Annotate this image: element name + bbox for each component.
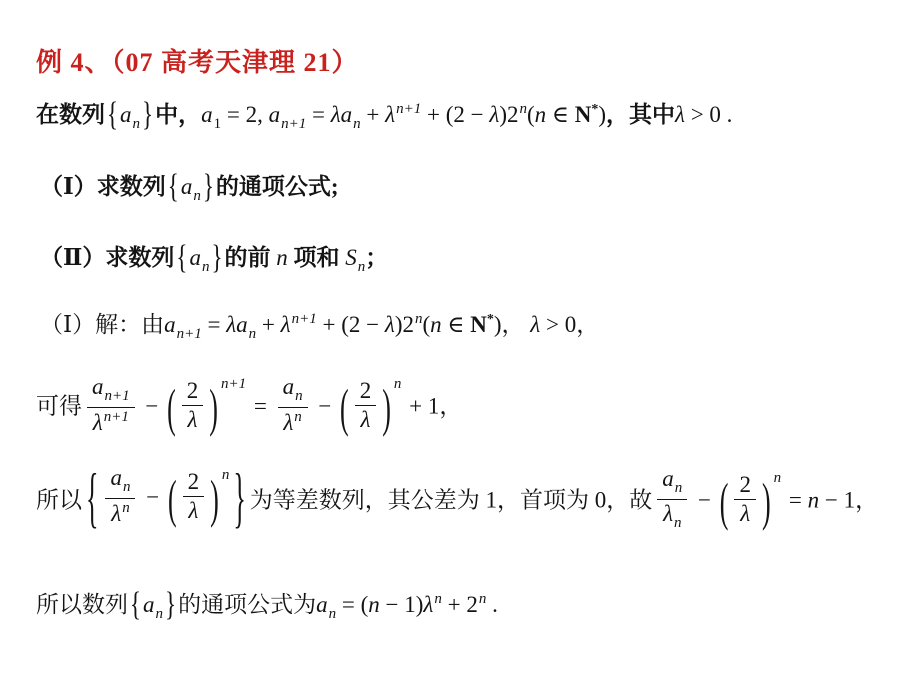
chinese-text: 为等差数列，其公差为 <box>249 487 486 513</box>
superscript: n <box>434 591 442 607</box>
math-variable: a <box>268 102 281 127</box>
paren-open-delimiter: ( <box>340 378 349 438</box>
math-operator: 2 <box>359 378 372 404</box>
math-variable: λ <box>385 102 396 127</box>
subscript: 1 <box>213 116 222 132</box>
math-variable: n <box>276 245 288 270</box>
math-operator: 0 <box>594 487 607 513</box>
chinese-text: ， <box>439 393 463 419</box>
math-variable: λ <box>280 312 291 337</box>
paren-group <box>719 469 782 532</box>
numerator <box>182 379 204 406</box>
fraction <box>105 466 135 526</box>
math-operator: − <box>692 487 717 513</box>
math-operator: > 0 . <box>684 102 733 127</box>
group-exponent: n <box>773 470 782 487</box>
math-operator: . <box>486 592 498 617</box>
numerator <box>355 379 377 406</box>
denominator <box>183 497 205 523</box>
brace-open-delimiter: { <box>86 461 99 536</box>
brace-group <box>84 461 248 536</box>
math-variable: λ <box>423 592 434 617</box>
group-content <box>350 378 382 435</box>
numerator <box>278 375 308 408</box>
subscript: n <box>353 116 361 132</box>
math-operator: > 0 <box>540 312 577 337</box>
chinese-text: 的通项公式为 <box>178 592 317 617</box>
solution-general-formula-line <box>36 586 498 625</box>
math-variable: a <box>180 174 193 199</box>
math-operator: − 1) <box>379 592 424 617</box>
paren-close-delimiter: ) <box>210 469 219 529</box>
chinese-text-bold: 的前 <box>224 245 277 270</box>
chinese-text-bold: （Ⅱ）求数列 <box>40 245 175 270</box>
group-exponent: n <box>221 467 230 484</box>
math-operator: = 2, <box>221 102 269 127</box>
chinese-text-bold: ； <box>365 245 389 270</box>
solution-step-given <box>40 310 599 345</box>
math-operator: 1 <box>485 487 498 513</box>
math-operator: + (2 − <box>421 102 490 127</box>
chinese-text: 所以数列 <box>36 592 128 617</box>
superscript: n <box>415 311 423 327</box>
text-brace: { <box>176 239 188 276</box>
math-operator: ( <box>422 312 431 337</box>
math-operator: − <box>312 393 338 419</box>
text-brace: } <box>211 239 223 276</box>
subscript: n <box>155 606 164 622</box>
superscript: * <box>591 102 599 117</box>
denominator <box>87 408 135 435</box>
text-brace: { <box>107 96 119 133</box>
math-variable: λ <box>187 407 198 433</box>
math-operator: + (2 − <box>316 312 385 337</box>
chinese-text-bold: 项和 <box>287 245 346 270</box>
superscript: * <box>486 312 494 327</box>
chinese-text: 所以 <box>36 487 82 513</box>
subscript: n <box>122 479 131 496</box>
text-brace: { <box>130 586 142 623</box>
math-variable: S <box>345 245 357 270</box>
chinese-text-bold: ，其中 <box>605 102 675 127</box>
fraction <box>182 379 204 432</box>
chinese-text-bold: 在数列 <box>36 102 105 127</box>
bold-symbol: N <box>470 312 487 337</box>
paren-open-delimiter: ( <box>167 469 177 529</box>
math-variable: a <box>143 592 155 617</box>
math-operator: + 2 <box>441 592 478 617</box>
math-variable: n <box>534 102 547 127</box>
math-variable: λ <box>283 409 294 435</box>
fraction <box>183 470 205 523</box>
math-operator: )2 <box>499 102 519 127</box>
math-operator: )2 <box>394 312 414 337</box>
question-part-2 <box>40 239 389 278</box>
denominator <box>657 500 687 532</box>
numerator <box>657 467 687 500</box>
math-variable: λ <box>188 498 199 524</box>
math-operator: − 1 <box>819 487 856 513</box>
math-variable: λ <box>740 501 751 527</box>
text-brace: } <box>165 586 177 623</box>
math-variable: a <box>282 374 295 400</box>
math-operator: = <box>783 487 808 513</box>
chinese-text: ， <box>855 487 879 513</box>
math-operator: 2 <box>187 469 200 495</box>
bold-symbol: N <box>574 102 592 127</box>
chinese-text: ，故 <box>606 487 653 513</box>
math-operator: − <box>139 393 165 419</box>
math-operator: ) <box>598 102 606 127</box>
subscript: n+1 <box>176 326 202 342</box>
math-variable: a <box>662 466 674 491</box>
superscript: n+1 <box>291 311 317 327</box>
example-title: 例 4、（07 高考天津理 21） <box>36 48 359 77</box>
paren-open-delimiter: ( <box>719 472 729 532</box>
math-operator: ( <box>526 102 535 127</box>
fraction <box>87 375 135 435</box>
math-operator: 2 <box>739 472 751 498</box>
denominator <box>355 406 377 432</box>
math-variable: a <box>201 102 213 127</box>
math-variable: a <box>316 592 328 617</box>
paren-group <box>167 466 230 529</box>
math-variable: λ <box>384 312 395 337</box>
superscript: n+1 <box>103 408 129 425</box>
math-operator: = <box>306 102 331 127</box>
denominator <box>105 499 135 526</box>
numerator <box>87 375 135 408</box>
math-operator: + <box>256 312 281 337</box>
group-exponent: n <box>393 376 402 392</box>
group-content <box>178 469 210 526</box>
math-operator: ∈ <box>546 102 575 127</box>
text-brace: { <box>167 168 179 205</box>
chinese-text-bold: 中， <box>155 102 202 127</box>
subscript: n <box>328 606 337 622</box>
chinese-text-bold: 的通项公式; <box>215 174 339 199</box>
math-variable: a <box>92 374 104 400</box>
math-variable: λ <box>663 500 674 526</box>
math-operator: 2 <box>186 378 199 404</box>
superscript: n <box>122 500 130 517</box>
brace-close-delimiter: } <box>233 461 246 536</box>
numerator <box>734 473 756 500</box>
math-variable: n <box>807 487 820 513</box>
subscript: n <box>295 388 303 405</box>
superscript: n <box>478 591 487 607</box>
math-variable: λ <box>489 102 500 127</box>
problem-statement <box>36 96 733 135</box>
superscript: n+1 <box>396 101 422 117</box>
subscript: n <box>357 259 366 275</box>
math-variable: λa <box>226 312 248 337</box>
subscript: n <box>674 480 683 496</box>
fraction <box>355 379 377 432</box>
subscript: n <box>674 514 682 531</box>
denominator <box>182 406 204 432</box>
paren-close-delimiter: ) <box>382 378 391 438</box>
math-variable: λa <box>330 102 353 127</box>
chinese-text: ，首项为 <box>497 487 595 513</box>
chinese-text: ， <box>576 312 600 337</box>
subscript: n <box>248 326 257 342</box>
paren-close-delimiter: ) <box>761 472 771 532</box>
math-operator: = ( <box>336 592 369 617</box>
subscript: n <box>132 116 141 132</box>
math-variable: a <box>189 245 201 270</box>
group-content <box>177 378 209 435</box>
math-variable: a <box>120 102 132 127</box>
text-brace: } <box>142 96 154 133</box>
math-operator: − <box>140 484 165 510</box>
subscript: n <box>201 259 210 275</box>
math-variable: a <box>110 465 122 491</box>
subscript: n+1 <box>104 388 130 405</box>
superscript: n <box>519 101 527 117</box>
paren-group <box>166 375 247 438</box>
math-operator: ) <box>493 312 502 337</box>
paren-open-delimiter: ( <box>167 378 176 438</box>
group-content <box>100 465 231 529</box>
math-variable: n <box>368 592 380 617</box>
math-operator: + 1 <box>403 393 440 419</box>
chinese-text: ， <box>501 312 531 337</box>
math-variable: a <box>164 312 176 337</box>
group-exponent: n+1 <box>220 376 247 392</box>
math-operator: = <box>248 393 273 419</box>
chinese-text-bold: （Ⅰ）求数列 <box>40 174 166 199</box>
chinese-text: 可得 <box>36 393 82 419</box>
math-variable: λ <box>111 501 122 527</box>
paren-group <box>339 375 402 438</box>
math-operator: ∈ <box>441 312 471 337</box>
fraction <box>278 375 308 435</box>
math-operator: = <box>201 312 227 337</box>
fraction <box>657 467 687 532</box>
text-brace: } <box>202 168 214 205</box>
numerator <box>183 470 205 497</box>
math-variable: λ <box>674 102 685 127</box>
denominator <box>734 500 756 526</box>
group-content <box>729 472 761 529</box>
math-variable: λ <box>530 312 541 337</box>
math-variable: λ <box>360 407 371 433</box>
subscript: n+1 <box>281 116 307 132</box>
math-variable: λ <box>92 409 103 435</box>
chinese-text: （Ⅰ）解：由 <box>40 312 165 337</box>
math-operator: + <box>360 102 386 127</box>
subscript: n <box>193 188 201 204</box>
denominator <box>278 408 308 435</box>
solution-arithmetic-sequence-line <box>36 461 879 536</box>
paren-close-delimiter: ) <box>209 378 218 438</box>
math-variable: n <box>430 312 442 337</box>
superscript: n <box>294 408 302 425</box>
question-part-1 <box>40 168 339 207</box>
fraction <box>734 473 756 526</box>
numerator <box>105 466 135 499</box>
solution-derivation-line <box>36 374 463 438</box>
